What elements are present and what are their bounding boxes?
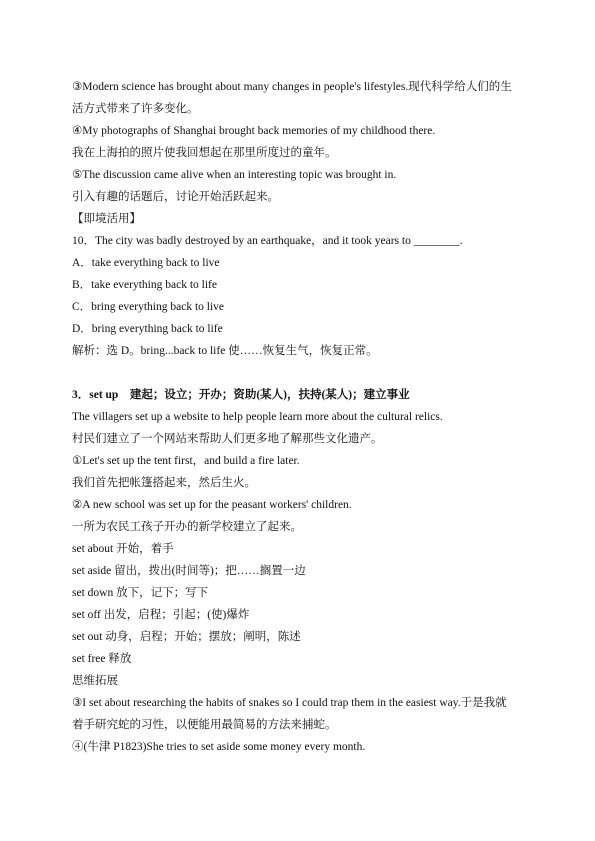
phrase-set-aside: set aside 留出，拨出(时间等)；把……搁置一边 xyxy=(72,565,306,577)
answer-explanation: 解析：选 D。bring...back to life 使……恢复生气，恢复正常。 xyxy=(72,345,378,357)
section-heading-practice: 【即境活用】 xyxy=(72,213,141,225)
example-5-zh: 引入有趣的话题后，讨论开始活跃起来。 xyxy=(72,191,279,203)
phrase-set-down: set down 放下，记下；写下 xyxy=(72,587,209,599)
set-up-example-zh: 村民们建立了一个网站来帮助人们更多地了解那些文化遗产。 xyxy=(72,433,383,445)
extension-4-en: ④(牛津 P1823)She tries to set aside some money every month. xyxy=(72,741,366,753)
set-up-1-en: ①Let's set up the tent first，and build a fire later. xyxy=(72,455,300,467)
phrase-set-off: set off 出发，启程；引起；(使)爆炸 xyxy=(72,609,250,621)
example-3-zh: 活方式带来了许多变化。 xyxy=(72,103,199,115)
question-10: 10．The city was badly destroyed by an earthquake，and it took years to ________. xyxy=(72,235,463,247)
phrase-heading-set-up: 3．set up 建起；设立；开办；资助(某人)，扶持(某人)；建立事业 xyxy=(72,389,410,401)
phrase-set-free: set free 释放 xyxy=(72,653,132,665)
phrase-set-about: set about 开始，着手 xyxy=(72,543,174,555)
example-4-zh: 我在上海拍的照片使我回想起在那里所度过的童年。 xyxy=(72,147,337,159)
document-body xyxy=(72,76,544,758)
example-4-en: ④My photographs of Shanghai brought back memories of my childhood there. xyxy=(72,125,436,137)
set-up-1-zh: 我们首先把帐篷搭起来，然后生火。 xyxy=(72,477,256,489)
section-heading-extension: 思维拓展 xyxy=(72,675,118,687)
set-up-example-en: The villagers set up a website to help people learn more about the cultural relics. xyxy=(72,411,443,423)
extension-3-zh: 着手研究蛇的习性，以便能用最简易的方法来捕蛇。 xyxy=(72,719,337,731)
set-up-2-en: ②A new school was set up for the peasant workers' children. xyxy=(72,499,352,511)
extension-3-en: ③I set about researching the habits of snakes so I could trap them in the easiest way.于是我就 xyxy=(72,697,507,709)
option-a: A．take everything back to live xyxy=(72,257,220,269)
spacer xyxy=(72,362,544,384)
phrase-set-out: set out 动身，启程；开始；摆放；阐明，陈述 xyxy=(72,631,301,643)
example-3-en: ③Modern science has brought about many changes in people's lifestyles.现代科学给人们的生 xyxy=(72,81,512,93)
option-d: D．bring everything back to life xyxy=(72,323,223,335)
option-b: B．take everything back to life xyxy=(72,279,217,291)
set-up-2-zh: 一所为农民工孩子开办的新学校建立了起来。 xyxy=(72,521,302,533)
option-c: C．bring everything back to live xyxy=(72,301,225,313)
example-5-en: ⑤The discussion came alive when an interesting topic was brought in. xyxy=(72,169,397,181)
